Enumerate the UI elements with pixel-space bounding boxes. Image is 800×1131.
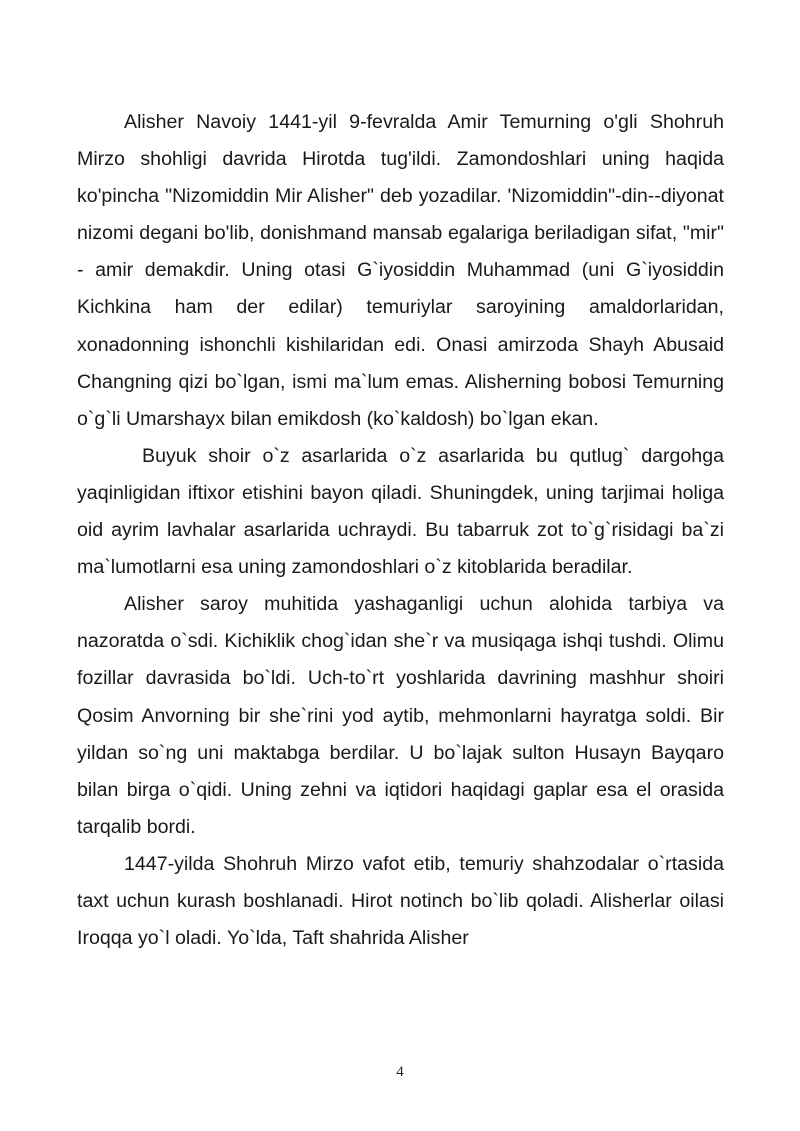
page-number: 4: [396, 1064, 404, 1080]
paragraph: Alisher Navoiy 1441-yil 9-fevralda Amir Temurning o'gli Shohruh Mirzo shohligi davrida Hirotda tug'ildi. Zamondoshlari uning haqida ko'pincha "Nizomiddin Mir Alisher" deb yozadilar. 'Nizomiddin"-din--diyonat nizomi degani bo'lib, donishmand mansab egalariga beriladigan sifat, "mir" - amir demakdir. Uning otasi G`iyosiddin Muhammad (uni G`iyosiddin Kichkina ham der edilar) temuriylar saroyining amaldorlaridan, xonadonning ishonchli kishilaridan edi. Onasi amirzoda Shayh Abusaid Changning qizi bo`lgan, ismi ma`lum emas. Alisherning bobosi Temurning o`g`li Umarshayx bilan emikdosh (ko`kaldosh) bo`lgan ekan.: [77, 111, 724, 430]
paragraph: 1447-yilda Shohruh Mirzo vafot etib, temuriy shahzodalar o`rtasida taxt uchun kurash boshlanadi. Hirot notinch bo`lib qoladi. Alisherlar oilasi Iroqqa yo`l oladi. Yo`lda, Taft shahrida Alisher: [77, 852, 724, 950]
paragraph: Buyuk shoir o`z asarlarida o`z asarlarida bu qutlug` dargohga yaqinligidan iftixor etishini bayon qiladi. Shuningdek, uning tarjimai holiga oid ayrim lavhalar asarlarida uchraydi. Bu tabarruk zot to`g`risidagi ba`zi ma`lumotlarni esa uning zamondoshlari o`z kitoblarida beradilar.: [77, 444, 724, 579]
body-text: [77, 104, 724, 957]
paragraph: Alisher saroy muhitida yashaganligi uchun alohida tarbiya va nazoratda o`sdi. Kichiklik chog`idan she`r va musiqaga ishqi tushdi. Olimu fozillar davrasida bo`ldi. Uch-to`rt yoshlarida davrining mashhur shoiri Qosim Anvorning bir she`rini yod aytib, mehmonlarni hayratga soldi. Bir yildan so`ng uni maktabga berdilar. U bo`lajak sulton Husayn Bayqaro bilan birga o`qidi. Uning zehni va iqtidori haqidagi gaplar esa el orasida tarqalib bordi.: [77, 593, 724, 838]
